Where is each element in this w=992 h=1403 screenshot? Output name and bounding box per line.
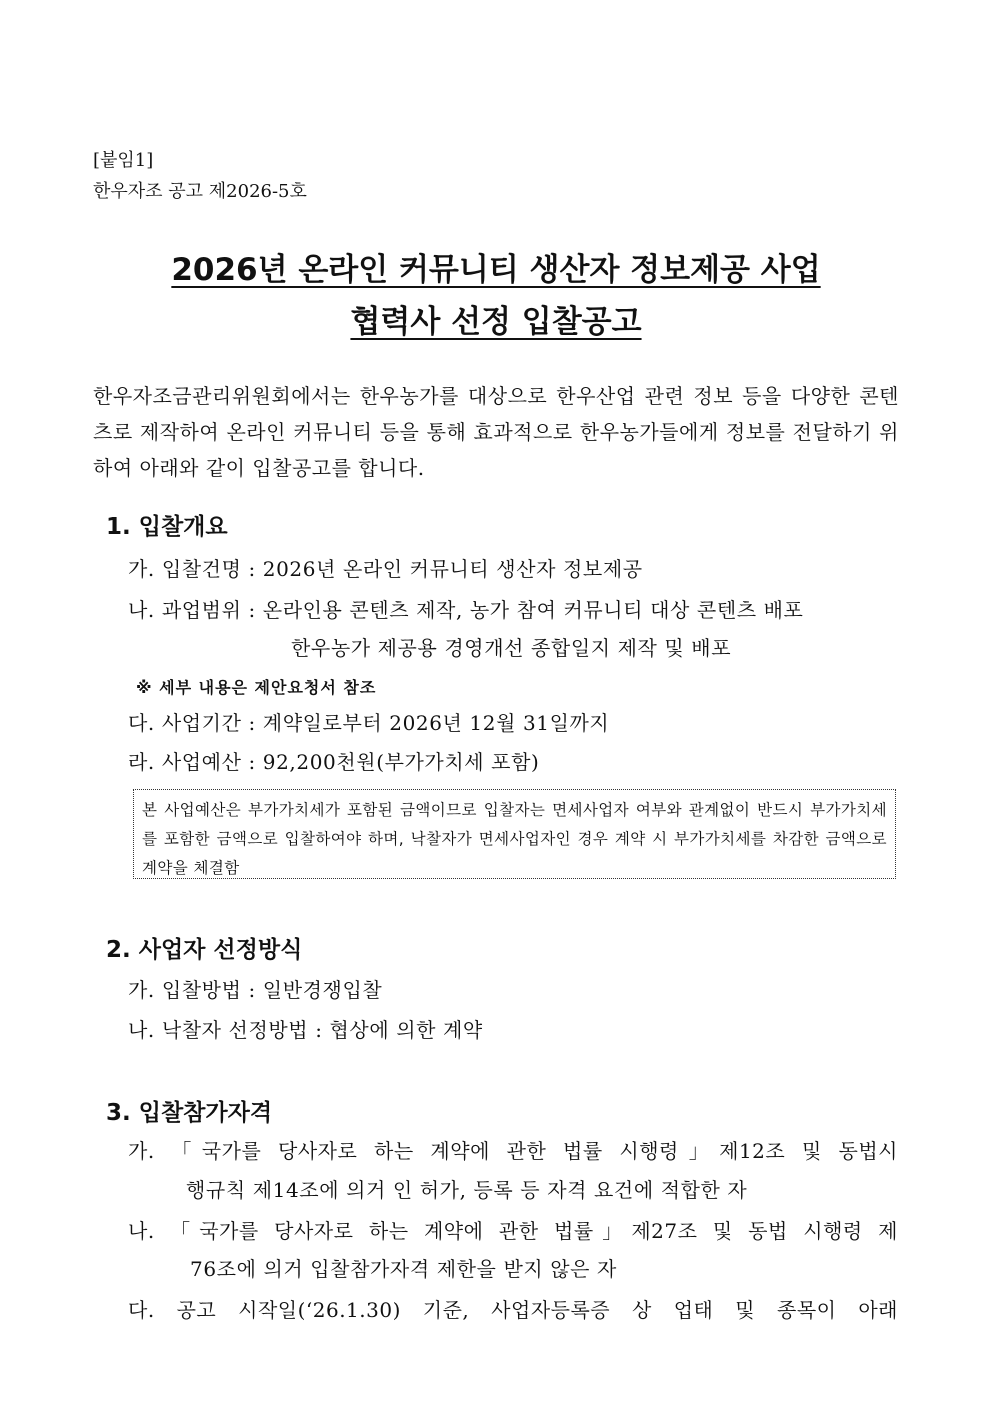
section1-item-scope: 나. 과업범위 : 온라인용 콘텐츠 제작, 농가 참여 커뮤니티 대상 콘텐츠 배포 — [128, 598, 804, 622]
page-title-line1 — [0, 244, 992, 289]
page-title-line1-text: 2026년 온라인 커뮤니티 생산자 정보제공 사업 — [171, 252, 821, 288]
budget-notice-text: 본 사업예산은 부가가치세가 포함된 금액이므로 입찰자는 면세사업자 여부와 관계없이 반드시 부가가치세를 포함한 금액으로 입찰하여야 하며, 낙찰자가 면세사업자인 경우 계약 시 부가가치세를 차감한 금액으로 계약을 체결함 — [142, 801, 887, 877]
section3-item-da-line1: 다. 공고 시작일(‘26.1.30) 기준, 사업자등록증 상 업태 및 종목이 아래 — [128, 1298, 898, 1322]
section1-note: ※ 세부 내용은 제안요청서 참조 — [136, 678, 377, 697]
section2-heading: 2. 사업자 선정방식 — [106, 937, 303, 963]
page-title-line2-text: 협력사 선정 입찰공고 — [350, 304, 642, 340]
page-title-line2 — [0, 296, 992, 341]
section3-heading: 3. 입찰참가자격 — [106, 1100, 273, 1126]
section2-item-method: 가. 입찰방법 : 일반경쟁입찰 — [128, 978, 383, 1002]
section1-heading: 1. 입찰개요 — [106, 514, 228, 540]
section3-item-ga-line1: 가. 「국가를 당사자로 하는 계약에 관한 법률 시행령」제12조 및 동법시 — [128, 1139, 898, 1163]
section3-item-ga-line2: 행규칙 제14조에 의거 인 허가, 등록 등 자격 요건에 적합한 자 — [186, 1178, 748, 1202]
budget-notice-box — [133, 789, 896, 879]
section1-item-scope-cont: 한우농가 제공용 경영개선 종합일지 제작 및 배포 — [291, 636, 732, 660]
attachment-label: [붙임1] — [93, 150, 154, 171]
section3-item-na-line1: 나. 「국가를 당사자로 하는 계약에 관한 법률」제27조 및 동법 시행령 제 — [128, 1219, 898, 1243]
intro-paragraph: 한우자조금관리위원회에서는 한우농가를 대상으로 한우산업 관련 정보 등을 다양한 콘텐츠로 제작하여 온라인 커뮤니티 등을 통해 효과적으로 한우농가들에게 정보를 전달하기 위하여 아래와 같이 입찰공고를 합니다. — [93, 384, 899, 480]
notice-number: 한우자조 공고 제2026-5호 — [93, 181, 307, 202]
section3-item-na-line2: 76조에 의거 입찰참가자격 제한을 받지 않은 자 — [190, 1257, 617, 1281]
section1-item-period: 다. 사업기간 : 계약일로부터 2026년 12월 31일까지 — [128, 711, 610, 735]
section1-item-budget: 라. 사업예산 : 92,200천원(부가가치세 포함) — [128, 750, 540, 774]
section2-item-selection: 나. 낙찰자 선정방법 : 협상에 의한 계약 — [128, 1018, 483, 1042]
section1-item-name: 가. 입찰건명 : 2026년 온라인 커뮤니티 생산자 정보제공 — [128, 557, 643, 581]
